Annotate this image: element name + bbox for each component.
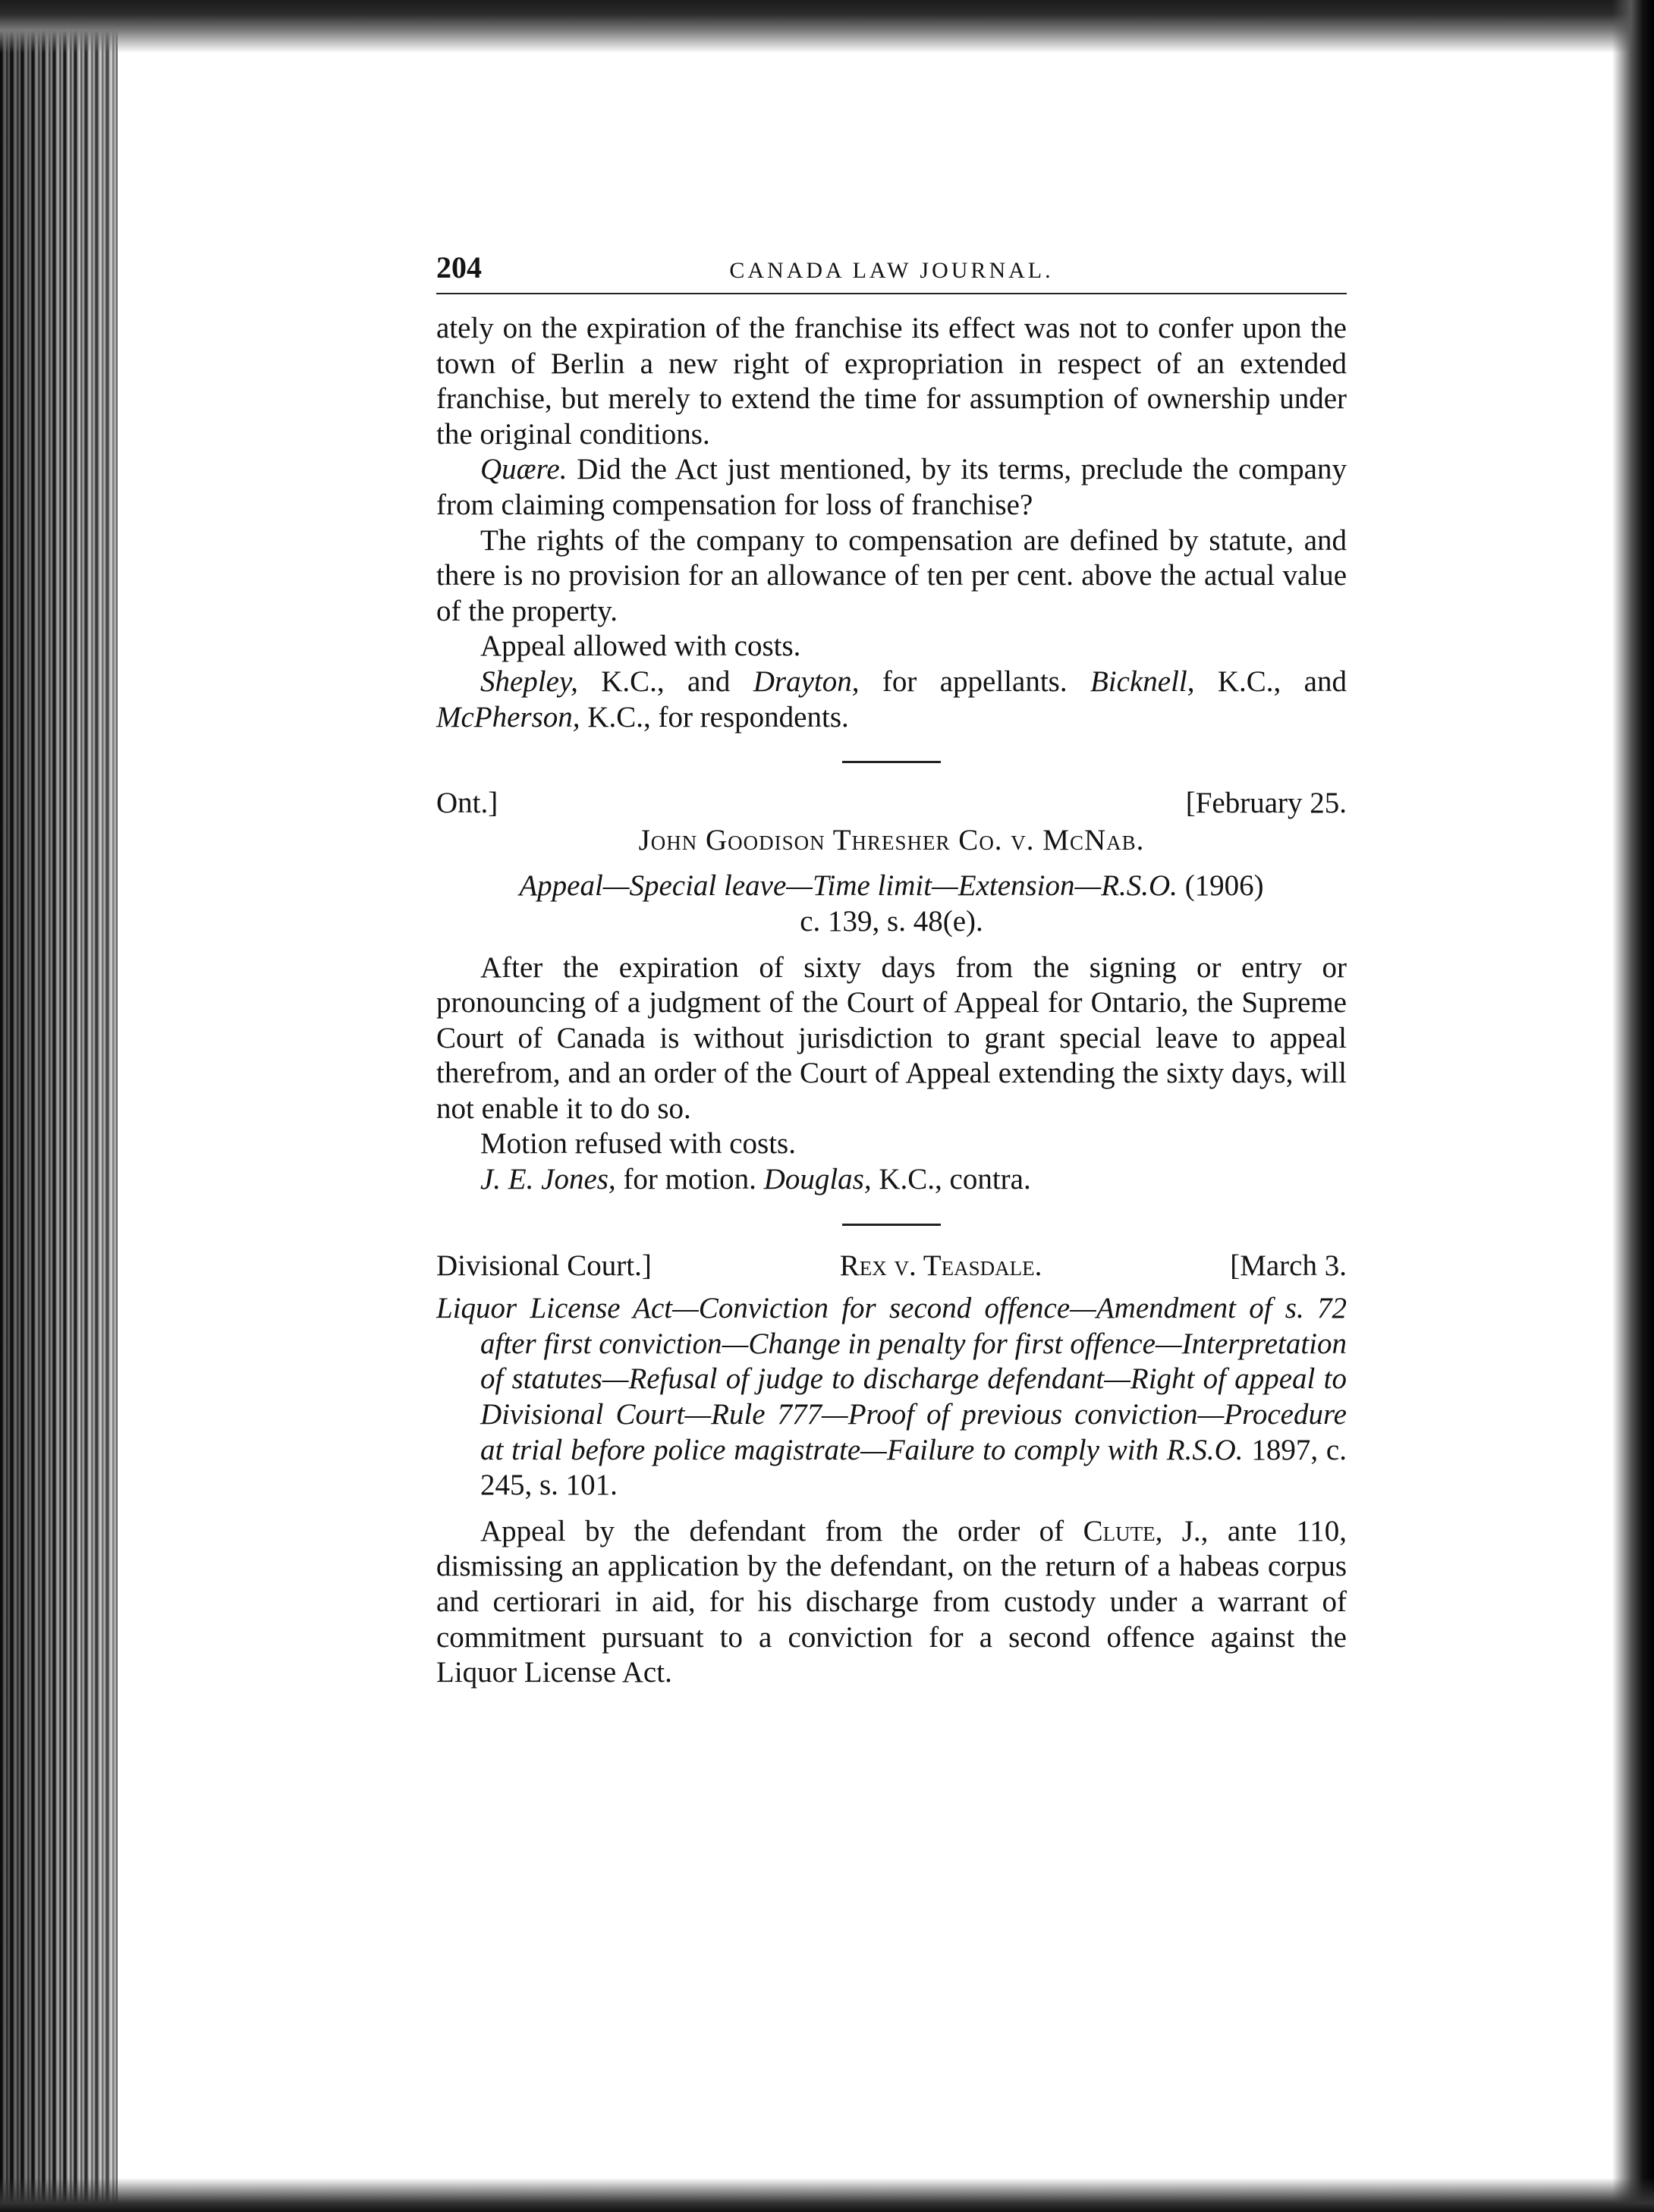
paragraph: Appeal by the defendant from the order of Clute, J., ante 110, dismissing an application by the defendant, on the return of a habeas corpus and certiorari in aid, for his discharge from custody under a warrant of commitment pursuant to a conviction for a second offence against the Liquor License Act. [436,1514,1347,1689]
case-court-date [436,1249,1347,1284]
running-head: CANADA LAW JOURNAL. [729,258,1054,283]
case-date: [February 25. [1185,787,1347,820]
court-name: Ont.] [436,787,498,820]
top-scan-edge [0,0,1654,53]
counsel-name: Shepley, [480,665,578,698]
case-title: John Goodison Thresher Co. v. McNab. [638,823,1145,856]
page-header [436,250,1347,294]
headnote: Appeal—Special leave—Time limit—Extension—R.S.O. (1906) c. 139, s. 48(e). [519,869,1264,938]
bottom-scan-edge [0,2178,1654,2212]
counsel-name: Douglas, [763,1163,872,1196]
case-date: [March 3. [1230,1249,1347,1282]
counsel-name: McPherson, [436,700,580,734]
result-line: Appeal allowed with costs. [480,630,801,663]
paragraph: ately on the expiration of the franchise its effect was not to confer upon the town of Berlin a new right of expropriation in respect of an extended franchise, but merely to extend the time for assumption of ownership under the original conditions. [436,312,1347,451]
case-court-date [436,786,1347,822]
right-scan-edge [1612,0,1654,2212]
section-divider [842,1224,941,1226]
result-line: Motion refused with costs. [480,1127,796,1161]
quaere-paragraph [436,452,1347,523]
counsel-line: Shepley, K.C., and Drayton, for appellants. Bicknell, K.C., and McPherson, K.C., for respondents. [436,665,1347,734]
judge-name: Clute, J. [1083,1514,1201,1547]
case-title: Rex v. Teasdale. [839,1249,1042,1282]
paragraph: After the expiration of sixty days from the signing or entry or pronouncing of a judgment of the Court of Appeal for Ontario, the Supreme Court of Canada is without jurisdiction to grant special leave to appeal therefrom, and an order of the Court of Appeal extending the sixty days, will not enable it to do so. [436,950,1347,1125]
counsel-name: Bicknell, [1090,665,1195,698]
page-content [436,250,1347,1691]
section-divider [842,761,941,763]
paragraph: The rights of the company to compensation are defined by statute, and there is no provision for an allowance of ten per cent. above the actual value of the property. [436,523,1347,627]
page-number: 204 [436,250,482,284]
quaere-label: Quære. [480,453,568,486]
court-name: Divisional Court.] [436,1249,652,1282]
counsel-name: Drayton, [753,665,860,698]
spine-shadow [0,0,118,2212]
counsel-line: J. E. Jones, for motion. Douglas, K.C., contra. [480,1163,1031,1196]
quaere-text: Did the Act just mentioned, by its terms, preclude the company from claiming compensation for loss of franchise? [436,453,1347,521]
counsel-name: J. E. Jones, [480,1163,616,1196]
headnote: Liquor License Act—Conviction for second offence—Amendment of s. 72 after first conviction—Change in penalty for first offence—Interpretation of statutes—Refusal of judge to discharge defendant—Right of appeal to Divisional Court—Rule 777—Proof of previous conviction—Procedure at trial before police magistrate—Failure to comply with R.S.O. 1897, c. 245, s. 101. [436,1292,1347,1502]
